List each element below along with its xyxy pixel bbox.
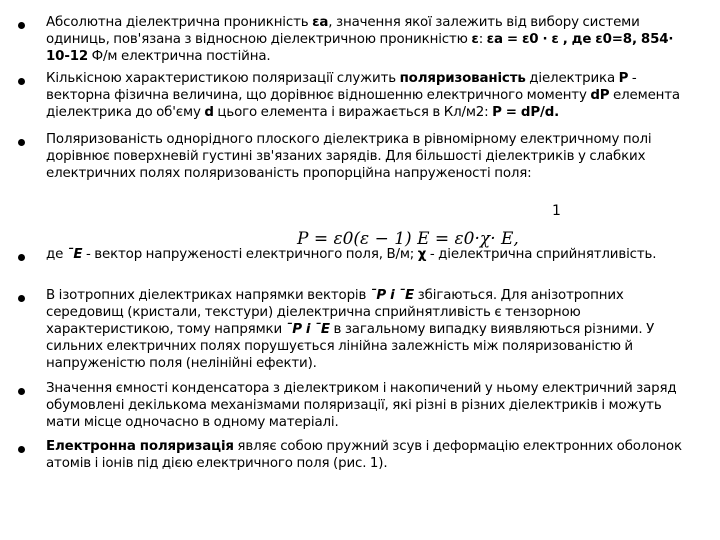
text-run: Значення ємності конденсатора з діелектриком і накопичений у ньому електричний заряд обумовлені декількома механізмами поляризації, які різні в різних діелектриків і можуть мати місце одночасно в одному матеріалі.: [46, 381, 677, 430]
bullet-dot-icon: [18, 22, 25, 29]
formula-epsilon-a: εа = ε0 · ε , де ε0=8, 854· 10-12: [46, 32, 674, 64]
term-polarization: поляризованість: [399, 71, 526, 86]
text-run: являє собою пружний зсув і деформацію електронних оболонок атомів і іонів під дією електричного поля (рис. 1).: [46, 439, 682, 471]
paragraph-electronic-polarization: [46, 438, 686, 472]
paragraph-polarization: [46, 70, 686, 121]
paragraph-capacitor: [46, 380, 686, 431]
symbol-chi: χ: [417, 247, 427, 262]
text-run: збігаються. Для анізотропних середовищ (кристали, текстури) діелектрична сприйнятливість є тензорною характеристикою, тому напрямки: [46, 288, 624, 337]
bullet-dot-icon: [18, 446, 25, 453]
text-run: елемента діелектрика до об'єму: [46, 88, 680, 120]
formula-p: Р = dР/d.: [492, 105, 560, 120]
text-run: Кількісною характеристикою поляризації служить: [46, 71, 400, 86]
bullet-dot-icon: [18, 295, 25, 302]
symbol-epsilon-a: εа: [312, 15, 329, 30]
symbol-d: d: [204, 105, 214, 120]
text-run: де: [46, 247, 67, 262]
paragraph-absolute-permittivity: [46, 14, 686, 65]
symbol-epsilon: ε: [471, 32, 479, 47]
symbol-p-and-e: ¯Р і ¯E: [285, 322, 330, 337]
bullet-dot-icon: [18, 254, 25, 261]
paragraph-isotropic: [46, 287, 686, 372]
text-run: Абсолютна діелектрична проникність: [46, 15, 313, 30]
symbol-e-vector: ¯E: [66, 247, 83, 262]
text-run: В ізотропних діелектриках напрямки векторів: [46, 288, 370, 303]
text-run: , значення якої залежить від вибору системи одиниць, пов'язана з відносною діелектричною проникністю: [46, 15, 640, 47]
symbol-dp: dР: [590, 88, 610, 103]
bullet-dot-icon: [18, 388, 25, 395]
text-run: - векторна фізична величина, що дорівнює відношенню електричного моменту: [46, 71, 637, 103]
text-run: - діелектрична сприйнятливість.: [426, 247, 657, 262]
text-run: :: [478, 32, 487, 47]
text-run: цього елемента і виражається в Кл/м2:: [213, 105, 493, 120]
equation-number: 1: [552, 203, 561, 219]
term-electronic-polarization: Електронна поляризація: [46, 439, 234, 454]
bullet-dot-icon: [18, 139, 25, 146]
text-run: Поляризованість однорідного плоского діелектрика в рівномірному електричному полі дорівнює поверхневій густині зв'язаних зарядів. Для більшості діелектриків у слабких електричних полях поляризованість пропорційна напруженості поля:: [46, 132, 652, 181]
text-run: діелектрика: [525, 71, 619, 86]
symbol-p: Р: [618, 71, 629, 86]
text-run: в загальному випадку виявляються різними. У сильних електричних полях порушується лінійна залежність між поляризованістю й напруженістю поля (нелінійні ефекти).: [46, 322, 655, 371]
paragraph-uniform-dielectric: [46, 131, 686, 182]
polarization-formula: P = ε0(ε − 1) E = ε0·χ· E,: [297, 229, 519, 249]
symbol-p-and-e: ¯Р і ¯E: [369, 288, 415, 303]
text-run: - вектор напруженості електричного поля, В/м;: [82, 247, 418, 262]
bullet-dot-icon: [18, 78, 25, 85]
text-run: Ф/м електрична постійна.: [88, 49, 271, 64]
